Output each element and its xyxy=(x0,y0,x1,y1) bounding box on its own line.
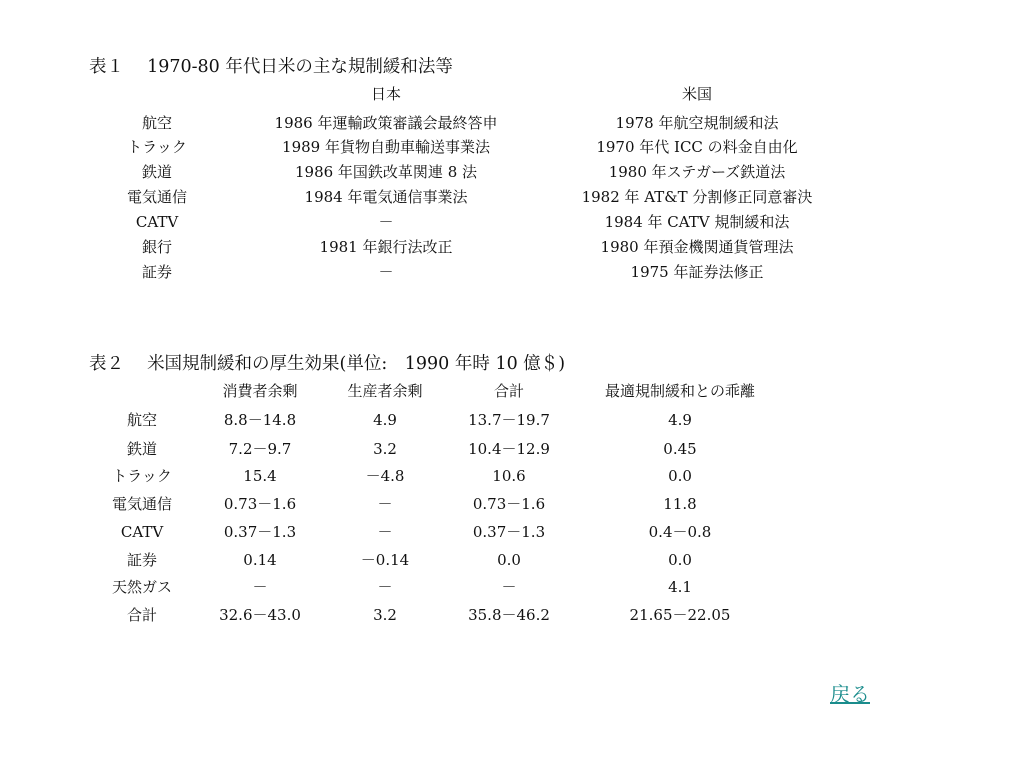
table2-row-label: 航空 xyxy=(126,411,158,429)
table2-cell: 15.4 xyxy=(243,467,277,485)
table2-cell: 3.2 xyxy=(373,606,397,624)
table1-cell: 1978 年航空規制緩和法 xyxy=(615,114,779,132)
table2-cell: － xyxy=(377,495,393,513)
table1-row-label: トラック xyxy=(127,138,187,156)
table1-row-label: CATV xyxy=(135,213,179,231)
table2-cell: 0.0 xyxy=(668,551,692,569)
table1-cell: 1986 年国鉄改革関連 8 法 xyxy=(294,163,478,181)
table2-cell: 4.9 xyxy=(668,411,692,429)
table1-row-label: 証券 xyxy=(141,263,173,281)
table2-row-label: トラック xyxy=(112,467,172,485)
table1-cell: 1980 年預金機関通貨管理法 xyxy=(600,238,794,256)
table2-row-label: 証券 xyxy=(126,551,158,569)
table1-cell: 1981 年銀行法改正 xyxy=(319,238,453,256)
table2-cell: 8.8－14.8 xyxy=(223,411,297,429)
table2-cell: 35.8－46.2 xyxy=(468,606,550,624)
table2-header-cell: 合計 xyxy=(493,382,525,400)
table2-header-cell: 消費者余剰 xyxy=(222,382,298,400)
table1-title: 表１ 1970-80 年代日米の主な規制緩和法等 xyxy=(89,57,453,77)
table1-row-label: 銀行 xyxy=(141,238,173,256)
table1-cell: 1982 年 AT&T 分割修正同意審決 xyxy=(581,188,813,206)
back-link[interactable]: 戻る xyxy=(830,682,870,706)
table2-cell: 0.37－1.3 xyxy=(223,523,297,541)
table2-header-cell: 生産者余剰 xyxy=(347,382,423,400)
table2-cell: 10.6 xyxy=(492,467,526,485)
table1-header-cell: 日本 xyxy=(370,85,402,103)
table2-row-label: 鉄道 xyxy=(126,440,158,458)
table2-cell: 4.9 xyxy=(373,411,397,429)
table2-cell: 0.4－0.8 xyxy=(648,523,712,541)
table1-cell: － xyxy=(378,213,394,231)
table1-row-label: 鉄道 xyxy=(141,163,173,181)
table2-header-cell: 最適規制緩和との乖離 xyxy=(604,382,756,400)
table1-row-label: 航空 xyxy=(141,114,173,132)
table1-header-cell: 米国 xyxy=(681,85,713,103)
table2-cell: 11.8 xyxy=(663,495,697,513)
table2-row-label: CATV xyxy=(120,523,164,541)
table1-cell: 1984 年 CATV 規制緩和法 xyxy=(604,213,790,231)
table2-cell: －0.14 xyxy=(360,551,410,569)
table2-cell: － xyxy=(501,578,517,596)
table2-row-label: 合計 xyxy=(126,606,158,624)
table2-cell: 0.73－1.6 xyxy=(223,495,297,513)
table2-cell: － xyxy=(377,523,393,541)
table2-cell: 0.0 xyxy=(668,467,692,485)
table2-cell: －4.8 xyxy=(365,467,405,485)
table1-cell: 1970 年代 ICC の料金自由化 xyxy=(596,138,798,156)
table2-row-label: 天然ガス xyxy=(111,578,173,596)
table2-title: 表２ 米国規制緩和の厚生効果(単位: 1990 年時 10 億＄) xyxy=(89,354,566,374)
table2-cell: 7.2－9.7 xyxy=(228,440,292,458)
table2-cell: 13.7－19.7 xyxy=(468,411,550,429)
table1-row-label: 電気通信 xyxy=(126,188,188,206)
table1-cell: 1984 年電気通信事業法 xyxy=(304,188,468,206)
table2-cell: 0.14 xyxy=(243,551,277,569)
table2-cell: 0.37－1.3 xyxy=(472,523,546,541)
table2-cell: 0.45 xyxy=(663,440,697,458)
table2-cell: 0.0 xyxy=(497,551,521,569)
table2-row-label: 電気通信 xyxy=(111,495,173,513)
table1-cell: 1986 年運輸政策審議会最終答申 xyxy=(274,114,498,132)
table2-cell: － xyxy=(377,578,393,596)
table1-cell: 1980 年ステガーズ鉄道法 xyxy=(608,163,786,181)
table2-cell: 21.65－22.05 xyxy=(629,606,731,624)
table2-cell: － xyxy=(252,578,268,596)
table1-cell: － xyxy=(378,263,394,281)
table2-cell: 10.4－12.9 xyxy=(468,440,550,458)
table2-cell: 3.2 xyxy=(373,440,397,458)
table2-cell: 0.73－1.6 xyxy=(472,495,546,513)
table1-cell: 1975 年証券法修正 xyxy=(630,263,764,281)
table2-cell: 4.1 xyxy=(668,578,692,596)
table2-cell: 32.6－43.0 xyxy=(219,606,301,624)
table1-cell: 1989 年貨物自動車輸送事業法 xyxy=(282,138,490,156)
